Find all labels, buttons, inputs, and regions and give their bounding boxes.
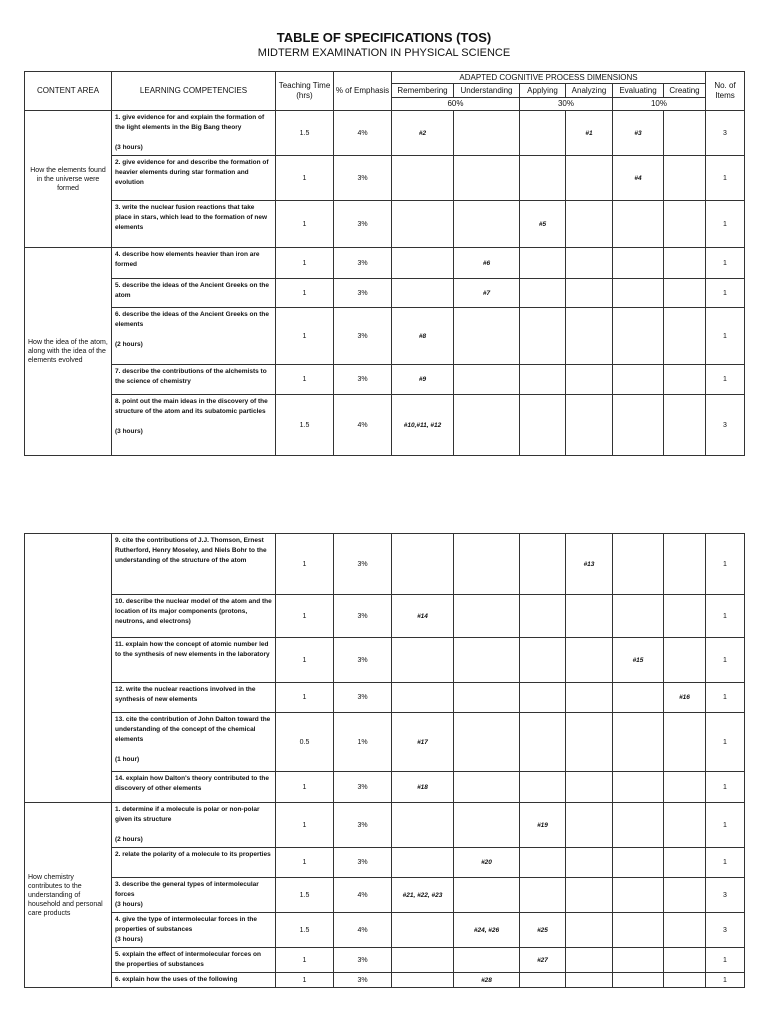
evaluating-cell	[613, 848, 664, 878]
teaching-time-cell: 1	[276, 638, 334, 683]
applying-cell	[520, 683, 566, 713]
items-cell: 1	[706, 308, 745, 365]
header-pct-60: 60%	[392, 98, 520, 111]
remembering-cell	[392, 803, 454, 848]
creating-cell: #16	[664, 683, 706, 713]
teaching-time-cell: 1.5	[276, 913, 334, 948]
header-content-area: CONTENT AREA	[25, 72, 112, 111]
competency-cell: 1. determine if a molecule is polar or non-polar given its structure (2 hours)	[112, 803, 276, 848]
evaluating-cell	[613, 595, 664, 638]
creating-cell	[664, 365, 706, 395]
competency-cell: 11. explain how the concept of atomic number led to the synthesis of new elements in the laboratory	[112, 638, 276, 683]
understanding-cell: #24, #26	[454, 913, 520, 948]
creating-cell	[664, 595, 706, 638]
understanding-cell: #28	[454, 973, 520, 988]
remembering-cell: #8	[392, 308, 454, 365]
items-cell: 1	[706, 156, 745, 201]
understanding-cell: #20	[454, 848, 520, 878]
items-cell: 1	[706, 772, 745, 803]
header-pct-30: 30%	[520, 98, 613, 111]
remembering-cell	[392, 248, 454, 279]
tos-table-page-1	[24, 71, 745, 456]
competency-cell: 4. give the type of intermolecular forces in the properties of substances (3 hours)	[112, 913, 276, 948]
remembering-cell	[392, 683, 454, 713]
table-row	[25, 308, 745, 365]
teaching-time-cell: 1.5	[276, 395, 334, 456]
creating-cell	[664, 248, 706, 279]
creating-cell	[664, 534, 706, 595]
understanding-cell	[454, 111, 520, 156]
items-cell: 1	[706, 534, 745, 595]
evaluating-cell	[613, 279, 664, 308]
teaching-time-cell: 1	[276, 248, 334, 279]
items-cell: 1	[706, 803, 745, 848]
header-pct-10: 10%	[613, 98, 706, 111]
header-number-of-items: No. of Items	[706, 72, 745, 111]
remembering-cell: #9	[392, 365, 454, 395]
competency-cell: 4. describe how elements heavier than iron are formed	[112, 248, 276, 279]
table-row	[25, 683, 745, 713]
understanding-cell	[454, 308, 520, 365]
remembering-cell	[392, 534, 454, 595]
analyzing-cell	[566, 395, 613, 456]
creating-cell	[664, 713, 706, 772]
analyzing-cell: #1	[566, 111, 613, 156]
items-cell: 3	[706, 395, 745, 456]
teaching-time-cell: 1	[276, 201, 334, 248]
table-row	[25, 395, 745, 456]
evaluating-cell: #15	[613, 638, 664, 683]
tos-table-page-2	[24, 533, 745, 988]
understanding-cell	[454, 772, 520, 803]
remembering-cell	[392, 948, 454, 973]
analyzing-cell	[566, 913, 613, 948]
header-creating: Creating	[664, 84, 706, 98]
applying-cell	[520, 365, 566, 395]
emphasis-cell: 3%	[334, 534, 392, 595]
applying-cell	[520, 973, 566, 988]
items-cell: 1	[706, 365, 745, 395]
remembering-cell	[392, 638, 454, 683]
emphasis-cell: 3%	[334, 772, 392, 803]
emphasis-cell: 4%	[334, 111, 392, 156]
analyzing-cell	[566, 595, 613, 638]
table-row	[25, 248, 745, 279]
items-cell: 3	[706, 878, 745, 913]
analyzing-cell	[566, 803, 613, 848]
items-cell: 1	[706, 595, 745, 638]
competency-cell: 10. describe the nuclear model of the atom and the location of its major components (protons, neutrons, and electrons)	[112, 595, 276, 638]
emphasis-cell: 3%	[334, 595, 392, 638]
items-cell: 1	[706, 201, 745, 248]
remembering-cell: #10,#11, #12	[392, 395, 454, 456]
items-cell: 1	[706, 848, 745, 878]
evaluating-cell	[613, 803, 664, 848]
header-understanding: Understanding	[454, 84, 520, 98]
emphasis-cell: 3%	[334, 279, 392, 308]
teaching-time-cell: 1.5	[276, 111, 334, 156]
emphasis-cell: 3%	[334, 248, 392, 279]
creating-cell	[664, 803, 706, 848]
analyzing-cell: #13	[566, 534, 613, 595]
table-row	[25, 279, 745, 308]
content-area-cell	[25, 534, 112, 803]
emphasis-cell: 3%	[334, 156, 392, 201]
evaluating-cell	[613, 365, 664, 395]
emphasis-cell: 4%	[334, 395, 392, 456]
creating-cell	[664, 201, 706, 248]
analyzing-cell	[566, 772, 613, 803]
items-cell: 1	[706, 948, 745, 973]
items-cell: 1	[706, 248, 745, 279]
creating-cell	[664, 948, 706, 973]
understanding-cell	[454, 156, 520, 201]
evaluating-cell	[613, 201, 664, 248]
teaching-time-cell: 1	[276, 308, 334, 365]
analyzing-cell	[566, 248, 613, 279]
teaching-time-cell: 1	[276, 973, 334, 988]
creating-cell	[664, 973, 706, 988]
understanding-cell	[454, 878, 520, 913]
table-row	[25, 878, 745, 913]
evaluating-cell: #4	[613, 156, 664, 201]
evaluating-cell	[613, 683, 664, 713]
evaluating-cell	[613, 534, 664, 595]
remembering-cell	[392, 156, 454, 201]
table-row	[25, 948, 745, 973]
remembering-cell	[392, 913, 454, 948]
evaluating-cell	[613, 713, 664, 772]
applying-cell	[520, 111, 566, 156]
table-row	[25, 365, 745, 395]
emphasis-cell: 4%	[334, 913, 392, 948]
emphasis-cell: 3%	[334, 973, 392, 988]
teaching-time-cell: 0.5	[276, 713, 334, 772]
table-row	[25, 638, 745, 683]
analyzing-cell	[566, 948, 613, 973]
teaching-time-cell: 1	[276, 772, 334, 803]
table-row	[25, 772, 745, 803]
analyzing-cell	[566, 973, 613, 988]
analyzing-cell	[566, 156, 613, 201]
competency-cell: 13. cite the contribution of John Dalton toward the understanding of the concept of the chemical elements (1 hour)	[112, 713, 276, 772]
applying-cell	[520, 772, 566, 803]
understanding-cell	[454, 713, 520, 772]
creating-cell	[664, 878, 706, 913]
remembering-cell	[392, 201, 454, 248]
applying-cell	[520, 595, 566, 638]
understanding-cell: #6	[454, 248, 520, 279]
applying-cell	[520, 713, 566, 772]
applying-cell	[520, 534, 566, 595]
creating-cell	[664, 638, 706, 683]
teaching-time-cell: 1	[276, 803, 334, 848]
analyzing-cell	[566, 365, 613, 395]
emphasis-cell: 3%	[334, 848, 392, 878]
understanding-cell	[454, 534, 520, 595]
teaching-time-cell: 1	[276, 279, 334, 308]
competency-cell: 6. describe the ideas of the Ancient Greeks on the elements (2 hours)	[112, 308, 276, 365]
teaching-time-cell: 1	[276, 156, 334, 201]
applying-cell	[520, 156, 566, 201]
understanding-cell	[454, 948, 520, 973]
competency-cell: 1. give evidence for and explain the formation of the light elements in the Big Bang theory (3 hours)	[112, 111, 276, 156]
items-cell: 1	[706, 638, 745, 683]
understanding-cell	[454, 638, 520, 683]
items-cell: 1	[706, 279, 745, 308]
evaluating-cell	[613, 308, 664, 365]
understanding-cell: #7	[454, 279, 520, 308]
remembering-cell	[392, 848, 454, 878]
analyzing-cell	[566, 713, 613, 772]
creating-cell	[664, 308, 706, 365]
evaluating-cell	[613, 948, 664, 973]
table-row	[25, 201, 745, 248]
remembering-cell: #18	[392, 772, 454, 803]
analyzing-cell	[566, 638, 613, 683]
applying-cell	[520, 848, 566, 878]
applying-cell: #5	[520, 201, 566, 248]
competency-cell: 3. write the nuclear fusion reactions that take place in stars, which lead to the formation of new elements	[112, 201, 276, 248]
understanding-cell	[454, 683, 520, 713]
applying-cell	[520, 308, 566, 365]
competency-cell: 3. describe the general types of intermolecular forces (3 hours)	[112, 878, 276, 913]
teaching-time-cell: 1	[276, 365, 334, 395]
emphasis-cell: 3%	[334, 308, 392, 365]
emphasis-cell: 1%	[334, 713, 392, 772]
emphasis-cell: 3%	[334, 201, 392, 248]
understanding-cell	[454, 395, 520, 456]
understanding-cell	[454, 595, 520, 638]
table-row	[25, 973, 745, 988]
remembering-cell: #21, #22, #23	[392, 878, 454, 913]
competency-cell: 6. explain how the uses of the following	[112, 973, 276, 988]
remembering-cell: #17	[392, 713, 454, 772]
analyzing-cell	[566, 201, 613, 248]
analyzing-cell	[566, 308, 613, 365]
table-row	[25, 595, 745, 638]
competency-cell: 9. cite the contributions of J.J. Thomson, Ernest Rutherford, Henry Moseley, and Niels Bohr to the understanding of the structure of the atom	[112, 534, 276, 595]
teaching-time-cell: 1.5	[276, 878, 334, 913]
header-applying: Applying	[520, 84, 566, 98]
header-learning-competencies: LEARNING COMPETENCIES	[112, 72, 276, 111]
emphasis-cell: 3%	[334, 638, 392, 683]
table-row	[25, 111, 745, 156]
table-row	[25, 156, 745, 201]
competency-cell: 5. explain the effect of intermolecular forces on the properties of substances	[112, 948, 276, 973]
emphasis-cell: 4%	[334, 878, 392, 913]
document-title: TABLE OF SPECIFICATIONS (TOS)	[276, 30, 492, 45]
emphasis-cell: 3%	[334, 803, 392, 848]
applying-cell: #27	[520, 948, 566, 973]
creating-cell	[664, 156, 706, 201]
analyzing-cell	[566, 683, 613, 713]
table-body-page-2	[25, 534, 745, 988]
items-cell: 1	[706, 683, 745, 713]
items-cell: 1	[706, 713, 745, 772]
header-evaluating: Evaluating	[613, 84, 664, 98]
understanding-cell	[454, 365, 520, 395]
evaluating-cell	[613, 913, 664, 948]
applying-cell	[520, 638, 566, 683]
items-cell: 1	[706, 973, 745, 988]
evaluating-cell	[613, 973, 664, 988]
competency-cell: 8. point out the main ideas in the discovery of the structure of the atom and its subatomic particles (3 hours)	[112, 395, 276, 456]
remembering-cell	[392, 279, 454, 308]
table-row	[25, 913, 745, 948]
teaching-time-cell: 1	[276, 595, 334, 638]
applying-cell: #25	[520, 913, 566, 948]
evaluating-cell	[613, 395, 664, 456]
applying-cell	[520, 279, 566, 308]
competency-cell: 2. relate the polarity of a molecule to its properties	[112, 848, 276, 878]
table-row	[25, 534, 745, 595]
applying-cell	[520, 395, 566, 456]
table-body-page-1	[25, 111, 745, 456]
applying-cell: #19	[520, 803, 566, 848]
creating-cell	[664, 772, 706, 803]
teaching-time-cell: 1	[276, 683, 334, 713]
remembering-cell: #14	[392, 595, 454, 638]
content-area-cell: How the elements found in the universe were formed	[25, 111, 112, 248]
creating-cell	[664, 913, 706, 948]
remembering-cell: #2	[392, 111, 454, 156]
analyzing-cell	[566, 848, 613, 878]
evaluating-cell	[613, 248, 664, 279]
analyzing-cell	[566, 878, 613, 913]
understanding-cell	[454, 803, 520, 848]
header-remembering: Remembering	[392, 84, 454, 98]
creating-cell	[664, 395, 706, 456]
evaluating-cell: #3	[613, 111, 664, 156]
competency-cell: 5. describe the ideas of the Ancient Greeks on the atom	[112, 279, 276, 308]
emphasis-cell: 3%	[334, 948, 392, 973]
evaluating-cell	[613, 878, 664, 913]
applying-cell	[520, 248, 566, 279]
competency-cell: 7. describe the contributions of the alchemists to the science of chemistry	[112, 365, 276, 395]
emphasis-cell: 3%	[334, 683, 392, 713]
document-subtitle: MIDTERM EXAMINATION IN PHYSICAL SCIENCE	[257, 47, 511, 59]
content-area-cell: How chemistry contributes to the understanding of household and personal care products	[25, 803, 112, 988]
remembering-cell	[392, 973, 454, 988]
competency-cell: 2. give evidence for and describe the formation of heavier elements during star formation and evolution	[112, 156, 276, 201]
teaching-time-cell: 1	[276, 948, 334, 973]
header-teaching-time: Teaching Time (hrs)	[276, 72, 334, 111]
creating-cell	[664, 848, 706, 878]
table-row	[25, 848, 745, 878]
creating-cell	[664, 279, 706, 308]
header-cognitive-dimensions: ADAPTED COGNITIVE PROCESS DIMENSIONS	[392, 72, 706, 84]
emphasis-cell: 3%	[334, 365, 392, 395]
header-emphasis: % of Emphasis	[334, 72, 392, 111]
table-row	[25, 803, 745, 848]
evaluating-cell	[613, 772, 664, 803]
table-row	[25, 713, 745, 772]
items-cell: 3	[706, 111, 745, 156]
items-cell: 3	[706, 913, 745, 948]
teaching-time-cell: 1	[276, 848, 334, 878]
understanding-cell	[454, 201, 520, 248]
competency-cell: 12. write the nuclear reactions involved in the synthesis of new elements	[112, 683, 276, 713]
analyzing-cell	[566, 279, 613, 308]
creating-cell	[664, 111, 706, 156]
competency-cell: 14. explain how Dalton's theory contributed to the discovery of other elements	[112, 772, 276, 803]
header-analyzing: Analyzing	[566, 84, 613, 98]
content-area-cell: How the idea of the atom, along with the idea of the elements evolved	[25, 248, 112, 456]
applying-cell	[520, 878, 566, 913]
teaching-time-cell: 1	[276, 534, 334, 595]
